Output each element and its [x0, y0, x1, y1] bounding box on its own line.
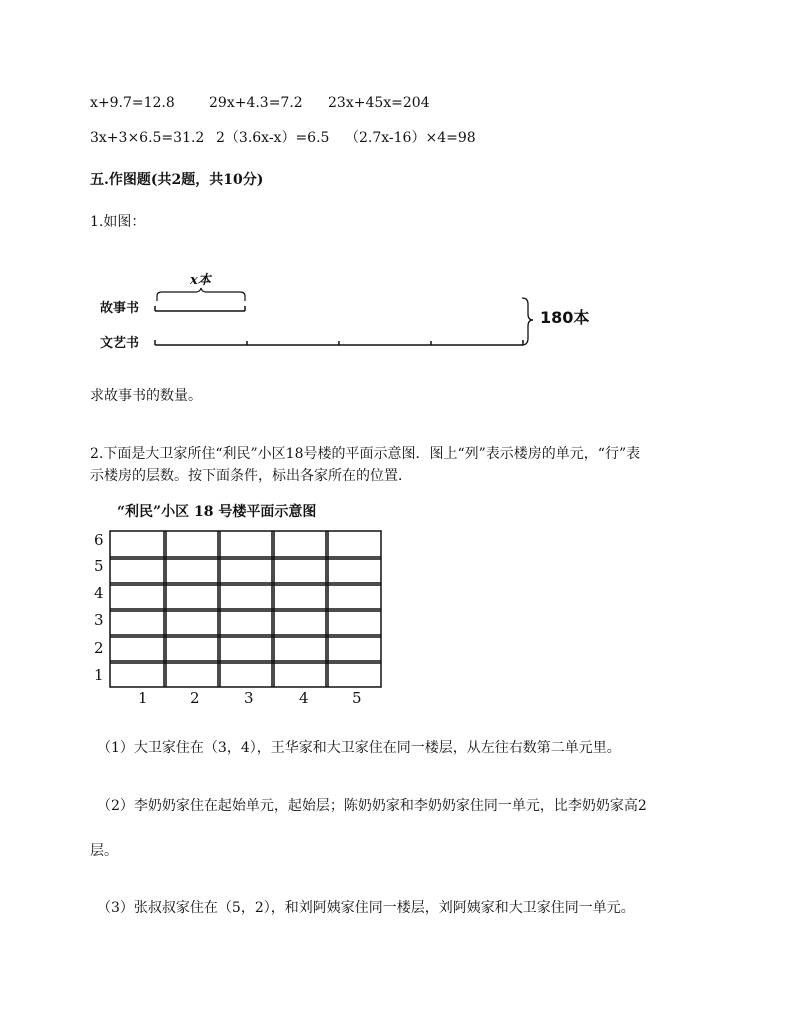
column-label: 3 — [244, 689, 254, 707]
question-1-prompt: 求故事书的数量。 — [90, 388, 202, 404]
column-label: 5 — [352, 689, 362, 707]
row-label: 6 — [94, 531, 104, 549]
row-label: 5 — [94, 557, 104, 575]
row-label: 2 — [94, 639, 104, 657]
condition-2: （2）李奶奶家住在起始单元，起始层；陈奶奶家和李奶奶家住同一单元，比李奶奶家高2 — [97, 798, 647, 814]
column-label: 4 — [299, 689, 309, 707]
row-label: 4 — [94, 584, 104, 602]
equation: （2.7x-16）×4=98 — [345, 130, 476, 146]
column-label: 1 — [138, 689, 148, 707]
condition-2-continued: 层。 — [90, 843, 118, 859]
total-label: 180本 — [540, 308, 590, 327]
equation: 3x+3×6.5=31.2 — [90, 130, 205, 146]
story-book-label: 故事书 — [100, 301, 140, 316]
question-1-title: 1.如图： — [90, 214, 146, 230]
equation: 2（3.6x-x）=6.5 — [216, 130, 330, 146]
condition-3: （3）张叔叔家住在（5，2），和刘阿姨家住同一楼层，刘阿姨家和大卫家住同一单元。 — [97, 900, 635, 916]
equation: x+9.7=12.8 — [90, 95, 175, 111]
grid-title: “利民”小区 18 号楼平面示意图 — [117, 504, 317, 520]
question-2-intro-line2: 示楼房的层数。按下面条件，标出各家所在的位置． — [90, 468, 412, 484]
equation: 23x+45x=204 — [328, 95, 430, 111]
x-label: x本 — [190, 273, 211, 288]
row-label: 1 — [94, 666, 104, 684]
section-heading: 五.作图题(共2题，共10分) — [90, 172, 264, 188]
condition-1: （1）大卫家住在（3，4），王华家和大卫家住在同一楼层，从左往右数第二单元里。 — [97, 740, 621, 756]
literature-book-label: 文艺书 — [100, 336, 140, 351]
question-2-intro-line1: 2.下面是大卫家所住“利民”小区18号楼的平面示意图．图上“列”表示楼房的单元，“行”表 — [90, 446, 641, 462]
column-label: 2 — [190, 689, 200, 707]
equation: 29x+4.3=7.2 — [209, 95, 303, 111]
row-label: 3 — [94, 611, 104, 629]
